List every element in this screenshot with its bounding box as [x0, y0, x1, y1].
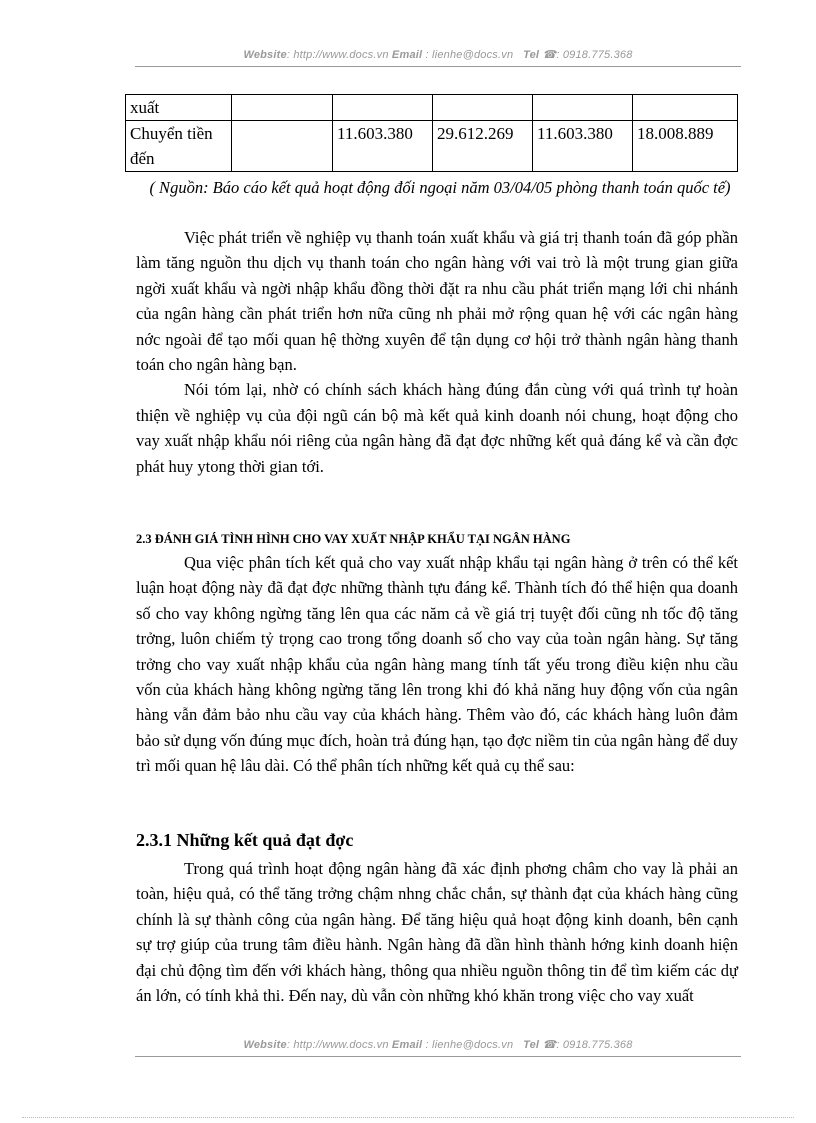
data-table-fragment — [125, 94, 738, 172]
paragraph: Trong quá trình hoạt động ngân hàng đã xác định phơng châm cho vay là phải an toàn, hiệu quả, có thể tăng trởng chậm nhng chắc chắn, sự thành đạt của khách hàng cũng chính là sự thành công của ngân hàng. Để tăng hiệu quả hoạt động kinh doanh, bên cạnh sự trợ giúp của trung tâm điều hành. Ngân hàng đã dần hình thành hớng kinh doanh hiện đại chủ động tìm đến với khách hàng, thông qua nhiều nguồn thông tin để tìm kiếm các dự án lớn, có tính khả thi. Đến nay, dù vẫn còn những khó khăn trong việc cho vay xuất — [136, 859, 738, 1006]
email-label: Email — [391, 49, 423, 61]
page-bottom-divider — [22, 1117, 794, 1118]
tel-label: Tel — [523, 1039, 540, 1051]
table-source-caption: ( Nguồn: Báo cáo kết quả hoạt động đối ngoại năm 03/04/05 phòng thanh toán quốc tế) — [149, 178, 731, 197]
paragraph: Nói tóm lại, nhờ có chính sách khách hàng đúng đắn cùng với quá trình tự hoàn thiện về nghiệp vụ của đội ngũ cán bộ mà kết quả kinh doanh nói chung, hoạt động cho vay xuất nhập khẩu nói riêng của ngân hàng đã đạt đợc những kết quả đáng kể và cần đợc phát huy ytong thời gian tới. — [136, 380, 738, 476]
paragraph: Qua việc phân tích kết quả cho vay xuất nhập khẩu tại ngân hàng ở trên có thể kết luận hoạt động này đã đạt đợc những thành tựu đáng kể. Thành tích đó thể hiện qua doanh số cho vay không ngừng tăng lên qua các năm cả về giá trị tuyệt đối cũng nh tốc độ tăng trởng, luôn chiếm tỷ trọng cao trong tổng doanh số cho vay của toàn ngân hàng. Sự tăng trởng cho vay xuất nhập khẩu của ngân hàng mang tính tất yếu trong điều kiện nhu cầu vốn của khách hàng không ngừng tăng lên trong khi đó khả năng huy động vốn của ngân hàng vẫn đảm bảo nhu cầu vay của khách hàng. Thêm vào đó, các khách hàng luôn đảm bảo sử dụng vốn đúng mục đích, hoàn trả đúng hạn, tạo đợc niềm tin của ngân hàng để duy trì mối quan hệ lâu dài. Có thể phân tích những kết quả cụ thể sau: — [136, 553, 738, 776]
table-cell — [232, 121, 333, 172]
page-header — [135, 48, 741, 61]
table-cell: 11.603.380 — [533, 121, 633, 172]
website-label: Website — [243, 49, 287, 61]
phone-icon: ☎ — [542, 1039, 557, 1051]
body-text-1 — [136, 225, 738, 479]
table-row — [126, 121, 738, 172]
body-text-3 — [136, 856, 738, 1008]
phone-icon: ☎ — [542, 49, 557, 61]
row-label: xuất — [126, 95, 232, 121]
table-cell — [333, 95, 433, 121]
footer-rule — [135, 1056, 741, 1057]
table-cell — [533, 95, 633, 121]
tel-number: : 0918.775.368 — [556, 1039, 633, 1051]
website-url[interactable]: : http://www.docs.vn — [286, 1039, 389, 1051]
section-heading: 2.3 ĐÁNH GIÁ TÌNH HÌNH CHO VAY XUẤT NHẬP KHẨU TẠI NGÂN HÀNG — [136, 532, 571, 546]
table-cell — [633, 95, 738, 121]
paragraph: Việc phát triển về nghiệp vụ thanh toán xuất khẩu và giá trị thanh toán đã góp phần làm tăng nguồn thu dịch vụ thanh toán cho ngân hàng với vai trò là một trung gian giữa ngời xuất khẩu và ngời nhập khẩu đồng thời đặt ra nhu cầu phát triển mạng lới chi nhánh của ngân hàng cần phát triển hơn nữa cũng nh phải mở rộng quan hệ với các ngân hàng nớc ngoài để tạo mối quan hệ thờng xuyên để tận dụng cơ hội trở thành ngân hàng thanh toán cho ngân hàng bạn. — [136, 228, 738, 375]
table-cell: 29.612.269 — [433, 121, 533, 172]
tel-label: Tel — [523, 49, 540, 61]
header-rule — [135, 66, 741, 67]
email-address[interactable]: : lienhe@docs.vn — [422, 49, 514, 61]
website-url[interactable]: : http://www.docs.vn — [286, 49, 389, 61]
email-label: Email — [391, 1039, 423, 1051]
row-label: Chuyển tiền đến — [126, 121, 232, 172]
body-text-2 — [136, 550, 738, 779]
table-row — [126, 95, 738, 121]
email-address[interactable]: : lienhe@docs.vn — [422, 1039, 514, 1051]
tel-number: : 0918.775.368 — [556, 49, 633, 61]
table-cell — [433, 95, 533, 121]
table-cell: 18.008.889 — [633, 121, 738, 172]
table-cell: 11.603.380 — [333, 121, 433, 172]
website-label: Website — [243, 1039, 287, 1051]
subsection-heading: 2.3.1 Những kết quả đạt đợc — [136, 830, 354, 850]
page-footer — [135, 1038, 741, 1051]
table-cell — [232, 95, 333, 121]
